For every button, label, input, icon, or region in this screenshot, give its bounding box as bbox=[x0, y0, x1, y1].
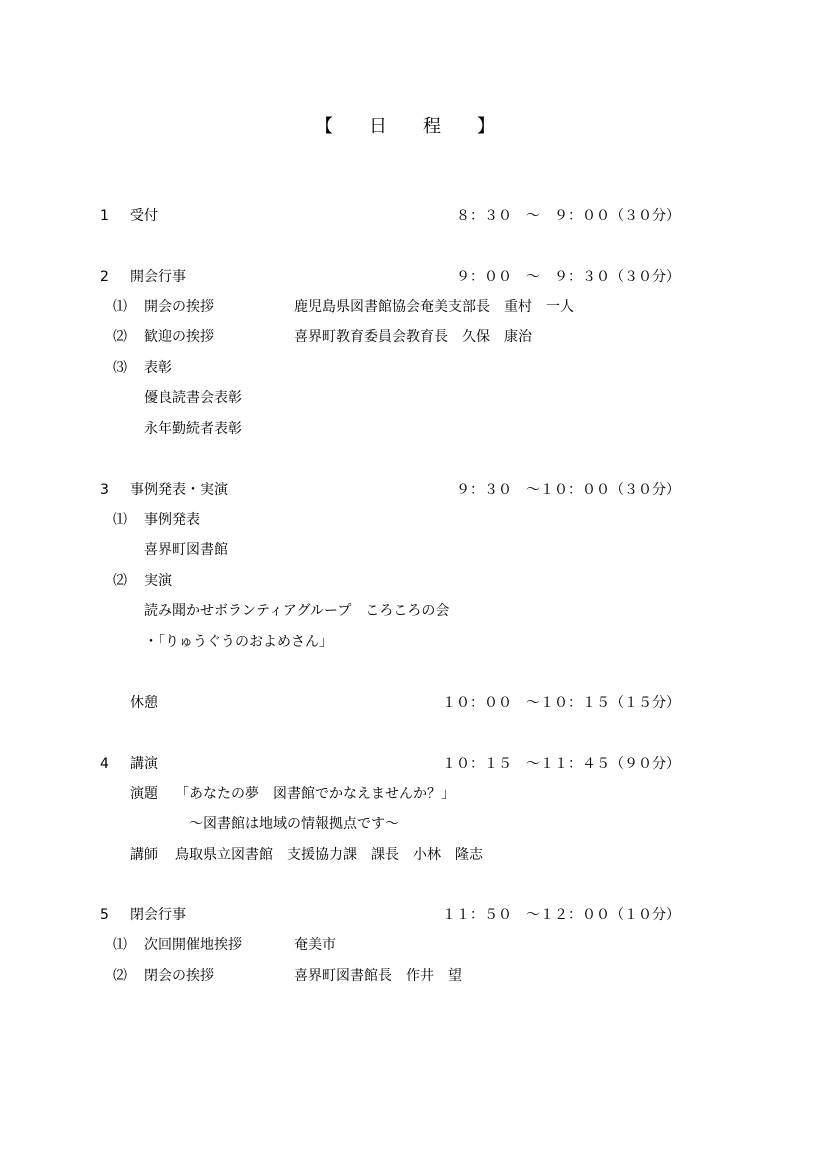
section-5-item-2-detail: 喜界町図書館長 作井 望 bbox=[294, 968, 462, 984]
section-2-item-1-detail: 鹿児島県図書館協会奄美支部長 重村 一人 bbox=[294, 299, 574, 315]
section-4-number: 4 bbox=[100, 756, 109, 772]
section-1-time: ８：３０ ～ ９：００（３０分） bbox=[456, 208, 680, 224]
lecturer-label: 講師 bbox=[130, 847, 158, 863]
lecture-subtitle: ～図書館は地域の情報拠点です～ bbox=[189, 816, 399, 832]
section-4-time: １０：１５ ～１１：４５（９０分） bbox=[442, 756, 680, 772]
section-2-item-2-mark: ⑵ bbox=[113, 329, 127, 345]
section-3-label: 事例発表・実演 bbox=[130, 482, 228, 498]
break-time: １０：００ ～１０：１５（１５分） bbox=[442, 695, 680, 711]
section-4-label: 講演 bbox=[130, 756, 158, 772]
section-3-item-2-group: 読み聞かせボランティアグループ ころころの会 bbox=[144, 603, 450, 619]
lecturer-name: 鳥取県立図書館 支援協力課 課長 小林 隆志 bbox=[175, 847, 483, 863]
section-1-label: 受付 bbox=[130, 208, 158, 224]
break-label: 休憩 bbox=[130, 695, 158, 711]
award-1: 優良読書会表彰 bbox=[144, 390, 242, 406]
section-2-item-1-label: 開会の挨拶 bbox=[144, 299, 214, 315]
section-2-label: 開会行事 bbox=[130, 269, 186, 285]
section-5-time: １１：５０ ～１２：００（１０分） bbox=[442, 907, 680, 923]
section-2-item-3-mark: ⑶ bbox=[113, 360, 127, 376]
section-3-item-1-detail: 喜界町図書館 bbox=[144, 542, 228, 558]
section-3-item-2-label: 実演 bbox=[144, 573, 172, 589]
page-title: 【 日 程 】 bbox=[315, 116, 495, 137]
award-2: 永年勤続者表彰 bbox=[144, 421, 242, 437]
section-2-time: ９：００ ～ ９：３０（３０分） bbox=[456, 269, 680, 285]
section-5-item-1-label: 次回開催地挨拶 bbox=[144, 937, 242, 953]
section-3-item-2-mark: ⑵ bbox=[113, 573, 127, 589]
section-2-item-1-mark: ⑴ bbox=[113, 299, 127, 315]
lecture-topic-label: 演題 bbox=[130, 786, 158, 802]
section-5-item-1-mark: ⑴ bbox=[113, 937, 127, 953]
section-3-item-1-label: 事例発表 bbox=[144, 512, 200, 528]
section-2-item-2-detail: 喜界町教育委員会教育長 久保 康治 bbox=[294, 329, 532, 345]
section-5-label: 閉会行事 bbox=[130, 907, 186, 923]
section-3-time: ９：３０ ～１０：００（３０分） bbox=[456, 482, 680, 498]
section-2-item-2-label: 歓迎の挨拶 bbox=[144, 329, 214, 345]
lecture-topic: 「あなたの夢 図書館でかなえませんか？」 bbox=[175, 786, 455, 802]
section-2-item-3-label: 表彰 bbox=[144, 360, 172, 376]
section-3-item-2-story: ・「りゅうぐうのおよめさん」 bbox=[144, 634, 333, 650]
section-3-number: 3 bbox=[100, 482, 109, 498]
section-1-number: 1 bbox=[100, 208, 109, 224]
section-5-item-2-label: 閉会の挨拶 bbox=[144, 968, 214, 984]
section-5-item-2-mark: ⑵ bbox=[113, 968, 127, 984]
section-3-item-1-mark: ⑴ bbox=[113, 512, 127, 528]
section-2-number: 2 bbox=[100, 269, 109, 285]
section-5-number: 5 bbox=[100, 907, 109, 923]
section-5-item-1-detail: 奄美市 bbox=[294, 937, 336, 953]
